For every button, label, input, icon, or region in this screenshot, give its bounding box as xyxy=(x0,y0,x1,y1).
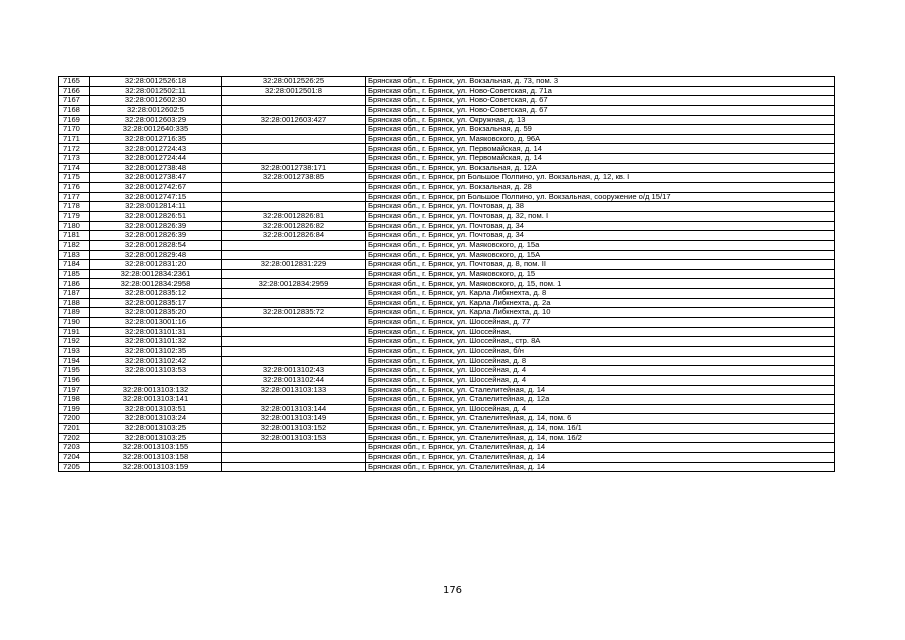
table-row xyxy=(59,375,835,385)
table-row xyxy=(59,404,835,414)
table-row xyxy=(59,192,835,202)
row-number-cell: 7179 xyxy=(59,211,90,221)
related-cadastral-number-cell xyxy=(222,250,366,260)
related-cadastral-number-cell xyxy=(222,289,366,299)
cadastral-number-cell: 32:28:0012640:335 xyxy=(90,125,222,135)
related-cadastral-number-cell: 32:28:0012738:171 xyxy=(222,163,366,173)
table-row xyxy=(59,183,835,193)
address-cell: Брянская обл., г. Брянск, ул. Маяковского, д. 15, пом. 1 xyxy=(366,279,835,289)
related-cadastral-number-cell xyxy=(222,134,366,144)
cadastral-number-cell: 32:28:0012738:48 xyxy=(90,163,222,173)
address-cell: Брянская обл., г. Брянск, ул. Вокзальная, д. 12А xyxy=(366,163,835,173)
address-cell: Брянская обл., г. Брянск, ул. Маяковского, д. 96А xyxy=(366,134,835,144)
row-number-cell: 7204 xyxy=(59,452,90,462)
related-cadastral-number-cell: 32:28:0013103:153 xyxy=(222,433,366,443)
related-cadastral-number-cell xyxy=(222,125,366,135)
table-row xyxy=(59,231,835,241)
row-number-cell: 7170 xyxy=(59,125,90,135)
related-cadastral-number-cell xyxy=(222,96,366,106)
row-number-cell: 7202 xyxy=(59,433,90,443)
table-row xyxy=(59,424,835,434)
row-number-cell: 7169 xyxy=(59,115,90,125)
table-row xyxy=(59,452,835,462)
row-number-cell: 7192 xyxy=(59,337,90,347)
related-cadastral-number-cell xyxy=(222,183,366,193)
address-cell: Брянская обл., г. Брянск, ул. Шоссейная, xyxy=(366,327,835,337)
row-number-cell: 7200 xyxy=(59,414,90,424)
address-cell: Брянская обл., г. Брянск, ул. Карла Либкнехта, д. 2а xyxy=(366,298,835,308)
table-row xyxy=(59,395,835,405)
address-cell: Брянская обл., г. Брянск, ул. Сталелитейная, д. 14, пом. 16/2 xyxy=(366,433,835,443)
cadastral-number-cell: 32:28:0012828:54 xyxy=(90,240,222,250)
row-number-cell: 7184 xyxy=(59,260,90,270)
row-number-cell: 7167 xyxy=(59,96,90,106)
related-cadastral-number-cell: 32:28:0012826:82 xyxy=(222,221,366,231)
table-row xyxy=(59,346,835,356)
row-number-cell: 7194 xyxy=(59,356,90,366)
row-number-cell: 7173 xyxy=(59,154,90,164)
cadastral-number-cell: 32:28:0013101:32 xyxy=(90,337,222,347)
related-cadastral-number-cell xyxy=(222,462,366,472)
cadastral-number-cell: 32:28:0012814:11 xyxy=(90,202,222,212)
related-cadastral-number-cell xyxy=(222,318,366,328)
table-row xyxy=(59,260,835,270)
cadastral-number-cell: 32:28:0013103:25 xyxy=(90,433,222,443)
cadastral-number-cell: 32:28:0012835:17 xyxy=(90,298,222,308)
address-cell: Брянская обл., г. Брянск, ул. Сталелитейная, д. 12а xyxy=(366,395,835,405)
related-cadastral-number-cell: 32:28:0013103:152 xyxy=(222,424,366,434)
address-cell: Брянская обл., г. Брянск, ул. Почтовая, д. 8, пом. II xyxy=(366,260,835,270)
row-number-cell: 7189 xyxy=(59,308,90,318)
cadastral-number-cell: 32:28:0012716:35 xyxy=(90,134,222,144)
row-number-cell: 7187 xyxy=(59,289,90,299)
row-number-cell: 7188 xyxy=(59,298,90,308)
cadastral-number-cell: 32:28:0013102:42 xyxy=(90,356,222,366)
cadastral-number-cell: 32:28:0013103:155 xyxy=(90,443,222,453)
row-number-cell: 7198 xyxy=(59,395,90,405)
address-cell: Брянская обл., г. Брянск, ул. Маяковского, д. 15а xyxy=(366,240,835,250)
row-number-cell: 7190 xyxy=(59,318,90,328)
table-row xyxy=(59,385,835,395)
row-number-cell: 7193 xyxy=(59,346,90,356)
related-cadastral-number-cell xyxy=(222,356,366,366)
address-cell: Брянская обл., г. Брянск, ул. Карла Либкнехта, д. 10 xyxy=(366,308,835,318)
table-row xyxy=(59,115,835,125)
table-row xyxy=(59,366,835,376)
table-row xyxy=(59,289,835,299)
table-row xyxy=(59,154,835,164)
row-number-cell: 7168 xyxy=(59,105,90,115)
cadastral-number-cell: 32:28:0012835:20 xyxy=(90,308,222,318)
related-cadastral-number-cell xyxy=(222,240,366,250)
row-number-cell: 7181 xyxy=(59,231,90,241)
cadastral-number-cell: 32:28:0012826:51 xyxy=(90,211,222,221)
related-cadastral-number-cell: 32:28:0012834:2959 xyxy=(222,279,366,289)
address-cell: Брянская обл., г. Брянск, ул. Карла Либкнехта, д. 8 xyxy=(366,289,835,299)
property-table-body xyxy=(59,77,835,472)
row-number-cell: 7182 xyxy=(59,240,90,250)
cadastral-number-cell: 32:28:0013103:159 xyxy=(90,462,222,472)
cadastral-number-cell: 32:28:0012834:2958 xyxy=(90,279,222,289)
address-cell: Брянская обл., г. Брянск, ул. Шоссейная, б/н xyxy=(366,346,835,356)
address-cell: Брянская обл., г. Брянск, ул. Шоссейная, д. 4 xyxy=(366,366,835,376)
related-cadastral-number-cell: 32:28:0012738:85 xyxy=(222,173,366,183)
cadastral-number-cell: 32:28:0012602:30 xyxy=(90,96,222,106)
table-row xyxy=(59,279,835,289)
address-cell: Брянская обл., г. Брянск, ул. Сталелитейная, д. 14 xyxy=(366,462,835,472)
related-cadastral-number-cell xyxy=(222,395,366,405)
table-row xyxy=(59,318,835,328)
row-number-cell: 7205 xyxy=(59,462,90,472)
table-row xyxy=(59,337,835,347)
cadastral-number-cell: 32:28:0013103:53 xyxy=(90,366,222,376)
row-number-cell: 7201 xyxy=(59,424,90,434)
address-cell: Брянская обл., г. Брянск, ул. Ново-Советская, д. 71а xyxy=(366,86,835,96)
address-cell: Брянская обл., г. Брянск, ул. Первомайская, д. 14 xyxy=(366,154,835,164)
cadastral-number-cell xyxy=(90,375,222,385)
cadastral-number-cell: 32:28:0012826:39 xyxy=(90,231,222,241)
address-cell: Брянская обл., г. Брянск, ул. Сталелитейная, д. 14 xyxy=(366,452,835,462)
address-cell: Брянская обл., г. Брянск, ул. Шоссейная, д. 77 xyxy=(366,318,835,328)
related-cadastral-number-cell xyxy=(222,337,366,347)
address-cell: Брянская обл., г. Брянск, ул. Почтовая, д. 34 xyxy=(366,221,835,231)
address-cell: Брянская обл., г. Брянск, ул. Шоссейная, д. 4 xyxy=(366,404,835,414)
address-cell: Брянская обл., г. Брянск, ул. Сталелитейная, д. 14, пом. 16/1 xyxy=(366,424,835,434)
table-row xyxy=(59,298,835,308)
address-cell: Брянская обл., г. Брянск, ул. Первомайская, д. 14 xyxy=(366,144,835,154)
address-cell: Брянская обл., г. Брянск, рп Большое Полпино, ул. Вокзальная, сооружение о/д 15/17 xyxy=(366,192,835,202)
row-number-cell: 7185 xyxy=(59,269,90,279)
row-number-cell: 7183 xyxy=(59,250,90,260)
table-row xyxy=(59,269,835,279)
table-row xyxy=(59,443,835,453)
cadastral-number-cell: 32:28:0012747:15 xyxy=(90,192,222,202)
row-number-cell: 7197 xyxy=(59,385,90,395)
cadastral-number-cell: 32:28:0012724:44 xyxy=(90,154,222,164)
address-cell: Брянская обл., г. Брянск, ул. Сталелитейная, д. 14 xyxy=(366,385,835,395)
table-row xyxy=(59,356,835,366)
related-cadastral-number-cell xyxy=(222,192,366,202)
row-number-cell: 7177 xyxy=(59,192,90,202)
row-number-cell: 7180 xyxy=(59,221,90,231)
related-cadastral-number-cell: 32:28:0013103:144 xyxy=(222,404,366,414)
cadastral-number-cell: 32:28:0013103:25 xyxy=(90,424,222,434)
address-cell: Брянская обл., г. Брянск, ул. Маяковского, д. 15 xyxy=(366,269,835,279)
address-cell: Брянская обл., г. Брянск, ул. Ново-Советская, д. 67 xyxy=(366,105,835,115)
cadastral-number-cell: 32:28:0012724:43 xyxy=(90,144,222,154)
cadastral-number-cell: 32:28:0012502:11 xyxy=(90,86,222,96)
table-row xyxy=(59,211,835,221)
address-cell: Брянская обл., г. Брянск, ул. Ново-Советская, д. 67 xyxy=(366,96,835,106)
property-table xyxy=(58,76,835,472)
table-row xyxy=(59,308,835,318)
row-number-cell: 7199 xyxy=(59,404,90,414)
cadastral-number-cell: 32:28:0013103:24 xyxy=(90,414,222,424)
address-cell: Брянская обл., г. Брянск, ул. Шоссейная,, стр. 8А xyxy=(366,337,835,347)
address-cell: Брянская обл., г. Брянск, ул. Маяковского, д. 15А xyxy=(366,250,835,260)
row-number-cell: 7172 xyxy=(59,144,90,154)
cadastral-number-cell: 32:28:0013001:16 xyxy=(90,318,222,328)
address-cell: Брянская обл., г. Брянск, ул. Почтовая, д. 34 xyxy=(366,231,835,241)
table-row xyxy=(59,134,835,144)
related-cadastral-number-cell: 32:28:0012603:427 xyxy=(222,115,366,125)
related-cadastral-number-cell xyxy=(222,298,366,308)
related-cadastral-number-cell xyxy=(222,443,366,453)
related-cadastral-number-cell: 32:28:0012526:25 xyxy=(222,77,366,87)
cadastral-number-cell: 32:28:0012835:12 xyxy=(90,289,222,299)
cadastral-number-cell: 32:28:0013103:132 xyxy=(90,385,222,395)
related-cadastral-number-cell: 32:28:0013103:133 xyxy=(222,385,366,395)
table-row xyxy=(59,105,835,115)
address-cell: Брянская обл., г. Брянск, рп Большое Полпино, ул. Вокзальная, д. 12, кв. I xyxy=(366,173,835,183)
related-cadastral-number-cell: 32:28:0013102:43 xyxy=(222,366,366,376)
row-number-cell: 7203 xyxy=(59,443,90,453)
table-row xyxy=(59,144,835,154)
address-cell: Брянская обл., г. Брянск, ул. Почтовая, д. 38 xyxy=(366,202,835,212)
cadastral-number-cell: 32:28:0012829:48 xyxy=(90,250,222,260)
row-number-cell: 7175 xyxy=(59,173,90,183)
table-row xyxy=(59,327,835,337)
row-number-cell: 7191 xyxy=(59,327,90,337)
cadastral-number-cell: 32:28:0012603:29 xyxy=(90,115,222,125)
related-cadastral-number-cell: 32:28:0013103:149 xyxy=(222,414,366,424)
related-cadastral-number-cell xyxy=(222,105,366,115)
address-cell: Брянская обл., г. Брянск, ул. Вокзальная, д. 73, пом. 3 xyxy=(366,77,835,87)
table-row xyxy=(59,125,835,135)
table-row xyxy=(59,163,835,173)
address-cell: Брянская обл., г. Брянск, ул. Вокзальная, д. 59 xyxy=(366,125,835,135)
address-cell: Брянская обл., г. Брянск, ул. Шоссейная, д. 8 xyxy=(366,356,835,366)
cadastral-number-cell: 32:28:0012826:39 xyxy=(90,221,222,231)
row-number-cell: 7171 xyxy=(59,134,90,144)
address-cell: Брянская обл., г. Брянск, ул. Сталелитейная, д. 14 xyxy=(366,443,835,453)
cadastral-number-cell: 32:28:0013103:51 xyxy=(90,404,222,414)
row-number-cell: 7186 xyxy=(59,279,90,289)
related-cadastral-number-cell: 32:28:0012831:229 xyxy=(222,260,366,270)
table-row xyxy=(59,77,835,87)
address-cell: Брянская обл., г. Брянск, ул. Почтовая, д. 32, пом. I xyxy=(366,211,835,221)
row-number-cell: 7166 xyxy=(59,86,90,96)
related-cadastral-number-cell xyxy=(222,202,366,212)
cadastral-number-cell: 32:28:0012742:67 xyxy=(90,183,222,193)
table-row xyxy=(59,86,835,96)
table-row xyxy=(59,173,835,183)
related-cadastral-number-cell xyxy=(222,154,366,164)
table-row xyxy=(59,202,835,212)
cadastral-number-cell: 32:28:0013103:141 xyxy=(90,395,222,405)
table-row xyxy=(59,221,835,231)
page-number: 176 xyxy=(442,585,463,596)
table-row xyxy=(59,96,835,106)
row-number-cell: 7174 xyxy=(59,163,90,173)
table-row xyxy=(59,250,835,260)
cadastral-number-cell: 32:28:0012526:18 xyxy=(90,77,222,87)
cadastral-number-cell: 32:28:0012602:5 xyxy=(90,105,222,115)
address-cell: Брянская обл., г. Брянск, ул. Сталелитейная, д. 14, пом. 6 xyxy=(366,414,835,424)
row-number-cell: 7178 xyxy=(59,202,90,212)
related-cadastral-number-cell: 32:28:0012826:84 xyxy=(222,231,366,241)
table-row xyxy=(59,240,835,250)
address-cell: Брянская обл., г. Брянск, ул. Шоссейная, д. 4 xyxy=(366,375,835,385)
row-number-cell: 7196 xyxy=(59,375,90,385)
row-number-cell: 7195 xyxy=(59,366,90,376)
related-cadastral-number-cell: 32:28:0012826:81 xyxy=(222,211,366,221)
cadastral-number-cell: 32:28:0012834:2361 xyxy=(90,269,222,279)
related-cadastral-number-cell xyxy=(222,327,366,337)
related-cadastral-number-cell: 32:28:0012835:72 xyxy=(222,308,366,318)
row-number-cell: 7176 xyxy=(59,183,90,193)
related-cadastral-number-cell xyxy=(222,346,366,356)
related-cadastral-number-cell: 32:28:0012501:8 xyxy=(222,86,366,96)
cadastral-number-cell: 32:28:0012738:47 xyxy=(90,173,222,183)
row-number-cell: 7165 xyxy=(59,77,90,87)
cadastral-number-cell: 32:28:0013103:158 xyxy=(90,452,222,462)
related-cadastral-number-cell xyxy=(222,269,366,279)
cadastral-number-cell: 32:28:0012831:20 xyxy=(90,260,222,270)
table-row xyxy=(59,462,835,472)
related-cadastral-number-cell: 32:28:0013102:44 xyxy=(222,375,366,385)
address-cell: Брянская обл., г. Брянск, ул. Окружная, д. 13 xyxy=(366,115,835,125)
related-cadastral-number-cell xyxy=(222,144,366,154)
table-row xyxy=(59,414,835,424)
cadastral-number-cell: 32:28:0013101:31 xyxy=(90,327,222,337)
table-row xyxy=(59,433,835,443)
address-cell: Брянская обл., г. Брянск, ул. Вокзальная, д. 28 xyxy=(366,183,835,193)
cadastral-number-cell: 32:28:0013102:35 xyxy=(90,346,222,356)
related-cadastral-number-cell xyxy=(222,452,366,462)
